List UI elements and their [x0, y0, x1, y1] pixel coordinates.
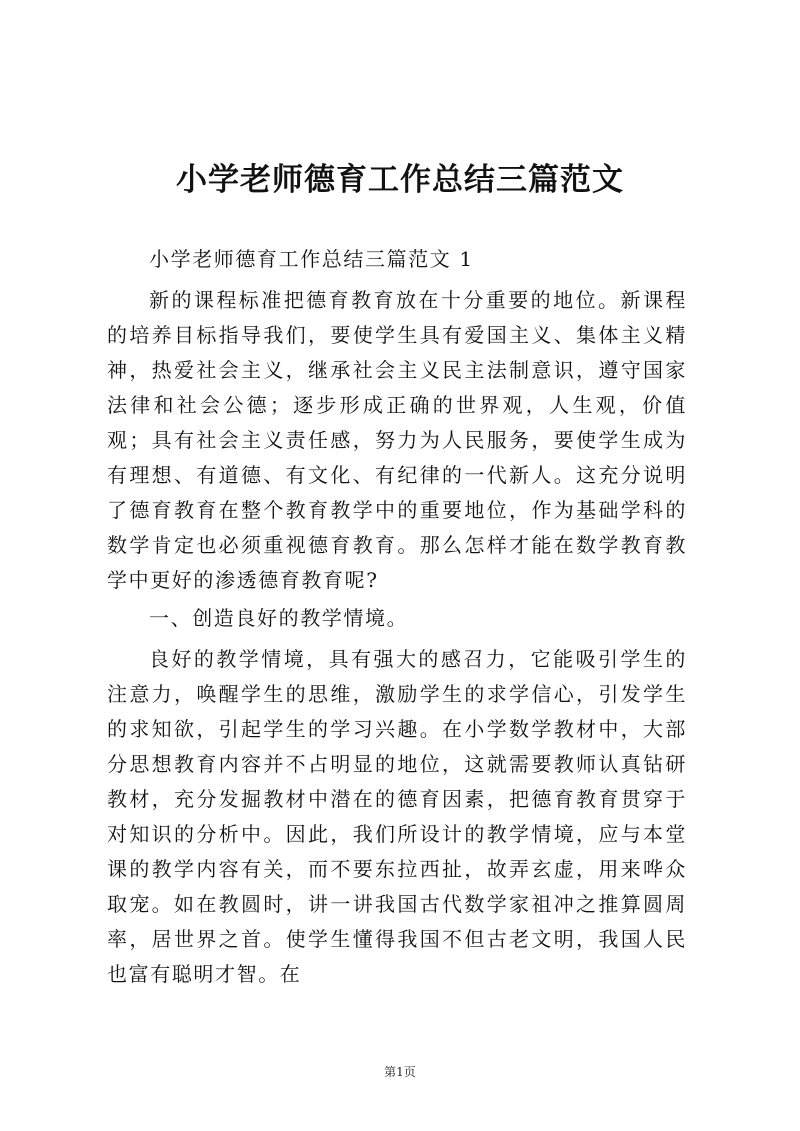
document-body	[107, 242, 687, 992]
body-paragraph-teaching-context: 良好的教学情境，具有强大的感召力，它能吸引学生的注意力，唤醒学生的思维，激励学生的求学信心，引发学生的求知欲，引起学生的学习兴趣。在小学数学教材中，大部分思想教育内容并不占明显的地位，这就需要教师认真钻研教材，充分发掘教材中潜在的德育因素，把德育教育贯穿于对知识的分析中。因此，我们所设计的教学情境，应与本堂课的教学内容有关，而不要东拉西扯，故弄玄虚，用来哗众取宠。如在教圆时，讲一讲我国古代数学家祖冲之推算圆周率，居世界之首。使学生懂得我国不但古老文明，我国人民也富有聪明才智。在	[107, 647, 687, 986]
page-number: 第1页	[384, 1065, 416, 1079]
body-paragraph-intro: 新的课程标准把德育教育放在十分重要的地位。新课程的培养目标指导我们，要使学生具有爱国主义、集体主义精神，热爱社会主义，继承社会主义民主法制意识，遵守国家法律和社会公德；逐步形成正确的世界观，人生观，价值观；具有社会主义责任感，努力为人民服务，要使学生成为有理想、有道德、有文化、有纪律的一代新人。这充分说明了德育教育在整个教育教学中的重要地位，作为基础学科的数学肯定也必须重视德育教育。那么怎样才能在数学教育教学中更好的渗透德育教育呢?	[107, 288, 687, 592]
document-title: 小学老师德育工作总结三篇范文	[176, 162, 624, 198]
section-heading: 一、创造良好的教学情境。	[149, 606, 409, 630]
section-subtitle: 小学老师德育工作总结三篇范文 1	[149, 247, 474, 271]
